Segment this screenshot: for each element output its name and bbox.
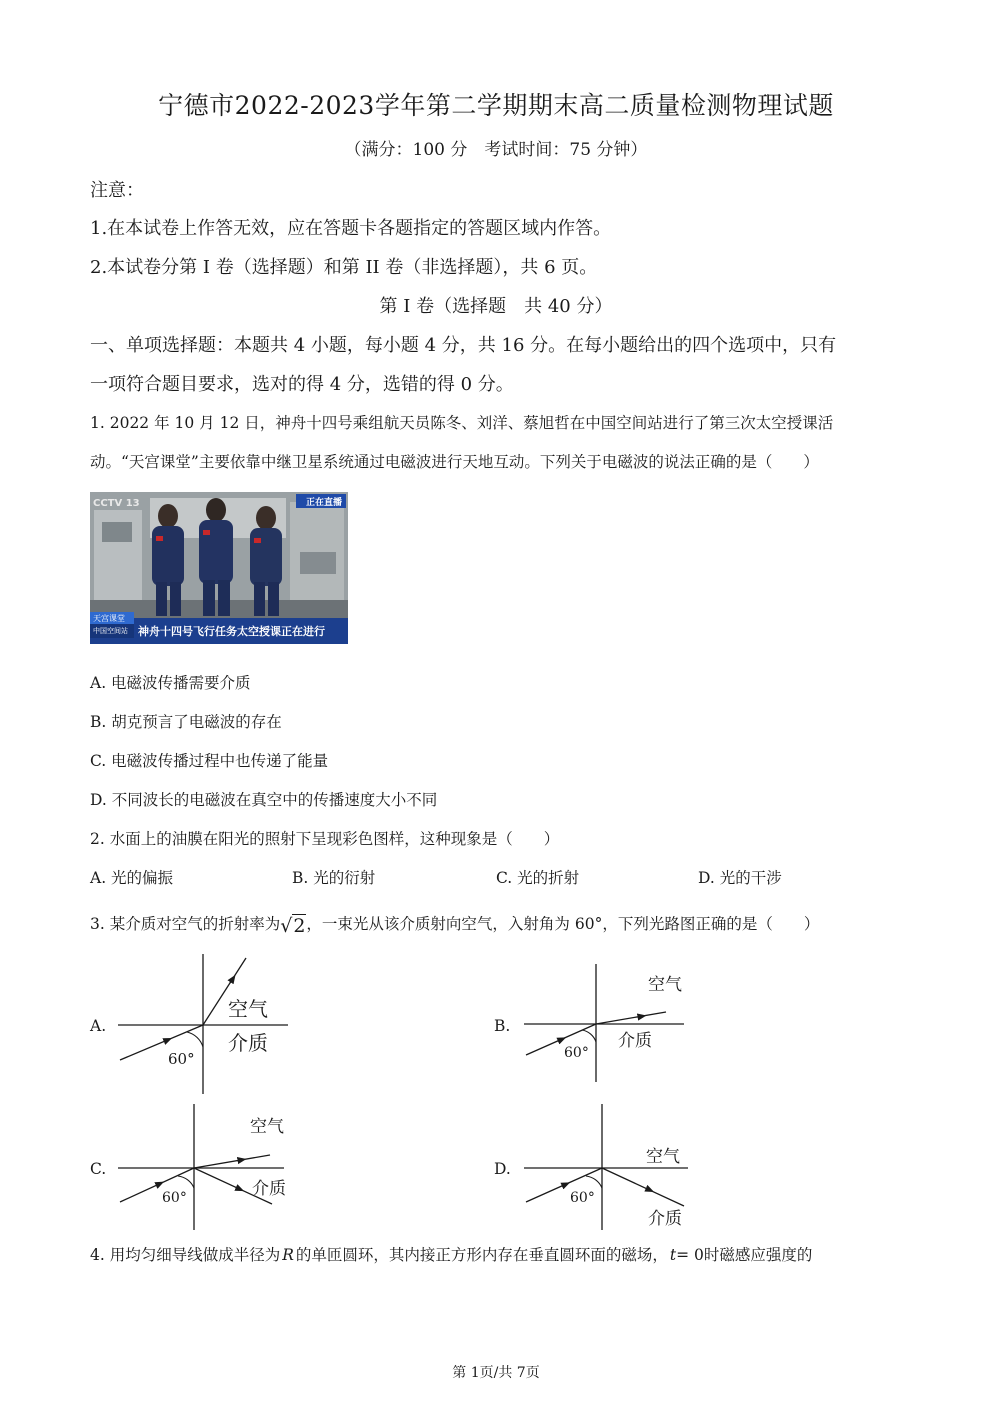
q4-var-r: R — [282, 1246, 294, 1264]
angle-arc — [187, 1032, 203, 1047]
reflected-arrow — [236, 1188, 240, 1190]
q1-option-b: B. 胡克预言了电磁波的存在 — [90, 713, 282, 731]
section-title: 第 I 卷（选择题 共 40 分） — [379, 296, 613, 317]
sqrt-expression — [280, 915, 306, 937]
refracted-arrow — [238, 1160, 242, 1161]
q1-photo-illustration — [90, 492, 348, 644]
air-label: 空气 — [648, 975, 682, 995]
q4-stem-before: 4. 用均匀细导线做成半径为 — [90, 1246, 281, 1264]
q2-option-b: B. 光的衍射 — [292, 869, 376, 887]
q4-stem — [90, 1243, 812, 1265]
angle-label: 60° — [162, 1190, 187, 1206]
q3-diagram-a — [112, 952, 292, 1096]
radical-sign: √ — [280, 915, 293, 937]
reflected-arrow — [646, 1188, 650, 1190]
q3-letter-b: B. — [494, 1017, 511, 1035]
part-heading-line-2: 一项符合题目要求，选对的得 4 分，选错的得 0 分。 — [90, 374, 514, 395]
q2-option-c: C. 光的折射 — [496, 869, 580, 887]
medium-label: 介质 — [228, 1031, 268, 1055]
refracted-arrow — [638, 1016, 642, 1017]
q2-stem: 2. 水面上的油膜在阳光的照射下呈现彩色图样，这种现象是（ ） — [90, 830, 560, 848]
air-label: 空气 — [228, 997, 268, 1021]
q3-stem-before: 3. 某介质对空气的折射率为 — [90, 915, 281, 933]
q1-option-c: C. 电磁波传播过程中也传递了能量 — [90, 752, 329, 770]
cctv-logo: CCTV 13 — [93, 498, 140, 509]
incident-arrow — [164, 1040, 168, 1042]
angle-arc — [582, 1030, 596, 1042]
notice-1: 1.在本试卷上作答无效，应在答题卡各题指定的答题区域内作答。 — [90, 218, 612, 239]
q3-stem — [90, 912, 819, 937]
air-label: 空气 — [250, 1117, 284, 1137]
refracted-ray — [596, 1012, 666, 1024]
q3-letter-c: C. — [90, 1160, 107, 1178]
q4-var-t: t — [669, 1246, 677, 1264]
incident-arrow — [562, 1184, 566, 1186]
part-heading-line-1: 一、单项选择题：本题共 4 小题，每小题 4 分，共 16 分。在每小题给出的四个选项中，只有 — [90, 335, 837, 356]
incident-arrow — [558, 1039, 562, 1041]
angle-arc — [586, 1176, 602, 1188]
air-label: 空气 — [646, 1147, 680, 1167]
q3-diagram-c — [112, 1102, 298, 1232]
q3-diagram-d — [518, 1102, 696, 1232]
medium-label: 介质 — [648, 1209, 682, 1229]
q3-letter-d: D. — [494, 1160, 511, 1178]
angle-label: 60° — [564, 1045, 589, 1061]
q1-option-d: D. 不同波长的电磁波在真空中的传播速度大小不同 — [90, 791, 438, 809]
medium-label: 介质 — [618, 1031, 652, 1051]
q4-stem-middle: 的单匝圆环，其内接正方形内存在垂直圆环面的磁场， — [295, 1246, 668, 1264]
q2-option-a: A. 光的偏振 — [90, 869, 174, 887]
q1-photo — [90, 492, 348, 644]
angle-label: 60° — [168, 1050, 195, 1068]
live-badge: 正在直播 — [306, 498, 343, 508]
q2-option-d: D. 光的干涉 — [698, 869, 782, 887]
q1-stem-line-1: 1. 2022 年 10 月 12 日，神舟十四号乘组航天员陈冬、刘洋、蔡旭哲在中国空间站进行了第三次太空授课活 — [90, 414, 834, 432]
refracted-arrow — [230, 979, 233, 984]
q4-stem-after: 时磁感应强度的 — [703, 1246, 813, 1264]
reflected-ray — [602, 1168, 684, 1206]
q3-diagram-b — [518, 962, 692, 1086]
q4-eq: = 0 — [676, 1246, 704, 1264]
radicand: 2 — [293, 915, 306, 937]
photo-caption: 神舟十四号飞行任务太空授课正在进行 — [138, 625, 325, 638]
notice-heading: 注意： — [90, 180, 144, 201]
exam-title: 宁德市2022-2023学年第二学期期末高二质量检测物理试题 — [158, 91, 834, 120]
photo-tag-top: 天宫课堂 — [93, 614, 125, 623]
angle-label: 60° — [570, 1190, 595, 1206]
refracted-ray — [194, 1155, 270, 1168]
photo-tag-bottom: 中国空间站 — [93, 627, 128, 635]
q3-stem-after: ，一束光从该介质射向空气，入射角为 60°，下列光路图正确的是（ ） — [306, 915, 820, 933]
q3-letter-a: A. — [90, 1017, 107, 1035]
notice-2: 2.本试卷分第 I 卷（选择题）和第 II 卷（非选择题），共 6 页。 — [90, 257, 598, 278]
exam-subtitle: （满分：100 分 考试时间：75 分钟） — [344, 140, 648, 160]
page-footer: 第 1页/共 7页 — [452, 1365, 540, 1381]
angle-arc — [178, 1176, 194, 1188]
q1-option-a: A. 电磁波传播需要介质 — [90, 674, 251, 692]
medium-label: 介质 — [252, 1179, 286, 1199]
q1-stem-line-2: 动。“天宫课堂”主要依靠中继卫星系统通过电磁波进行天地互动。下列关于电磁波的说法正确的是（ ） — [90, 453, 819, 471]
incident-arrow — [156, 1184, 160, 1186]
